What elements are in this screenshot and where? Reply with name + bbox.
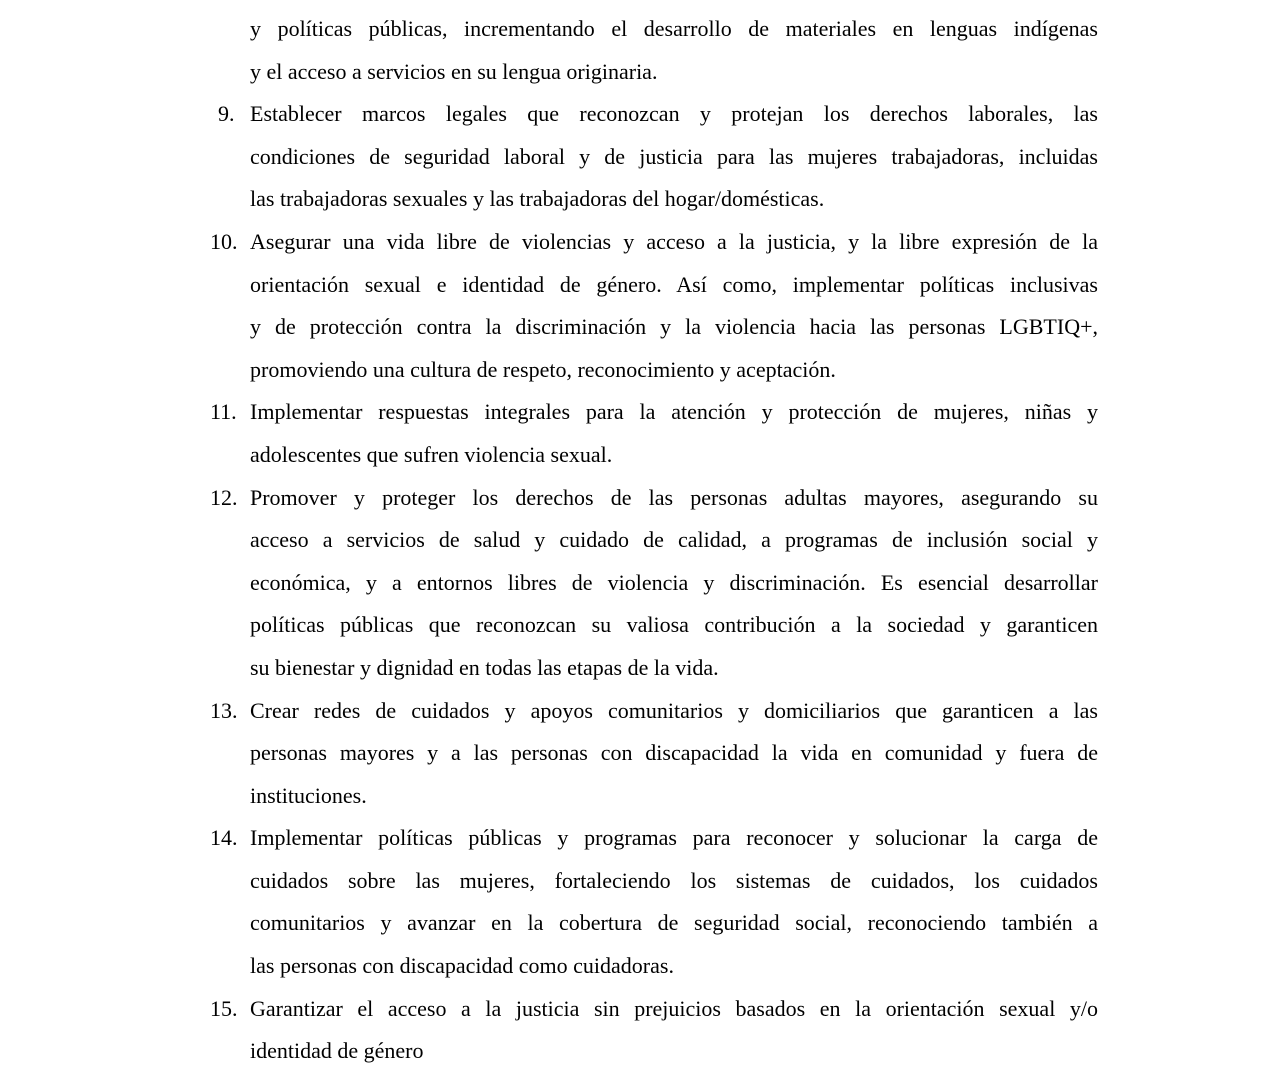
text-line <box>210 817 1098 860</box>
text-line-content: Establecer marcos legales que reconozcan y protejan los derechos laborales, las <box>250 101 1098 127</box>
list-item-9 <box>218 93 1098 221</box>
text-line <box>250 647 1098 690</box>
text-line <box>250 732 1098 775</box>
text-line <box>250 136 1098 179</box>
text-line <box>250 562 1098 605</box>
text-line <box>250 178 1098 221</box>
list-number-13: 13. <box>210 697 238 723</box>
list-number-15: 15. <box>210 995 238 1021</box>
text-line-content: adolescentes que sufren violencia sexual. <box>250 441 613 467</box>
text-line-content: condiciones de seguridad laboral y de justicia para las mujeres trabajadoras, incluidas <box>250 143 1098 169</box>
list-number-10: 10. <box>210 228 238 254</box>
list-item-13 <box>210 690 1098 818</box>
text-line-content: y de protección contra la discriminación y la violencia hacia las personas LGBTIQ+, <box>250 314 1098 340</box>
text-line <box>250 306 1098 349</box>
text-line <box>250 349 1098 392</box>
text-line <box>250 945 1098 988</box>
text-line-content: Implementar políticas públicas y programas para reconocer y solucionar la carga de <box>250 825 1098 851</box>
list-item-14 <box>210 817 1098 987</box>
text-line-content: personas mayores y a las personas con discapacidad la vida en comunidad y fuera de <box>250 740 1098 766</box>
text-line-content: y políticas públicas, incrementando el desarrollo de materiales en lenguas indígenas <box>250 16 1098 41</box>
text-line-content: las trabajadoras sexuales y las trabajadoras del hogar/domésticas. <box>250 186 825 212</box>
text-line <box>250 434 1098 477</box>
text-line <box>250 604 1098 647</box>
text-line <box>250 51 1098 94</box>
text-line-content: políticas públicas que reconozcan su valiosa contribución a la sociedad y garanticen <box>250 612 1098 638</box>
text-line-content: Promover y proteger los derechos de las personas adultas mayores, asegurando su <box>250 484 1098 510</box>
text-line <box>218 93 1098 136</box>
text-line <box>250 264 1098 307</box>
list-item-15 <box>210 988 1098 1073</box>
text-line-content: y el acceso a servicios en su lengua originaria. <box>250 58 658 84</box>
text-line <box>210 391 1098 434</box>
list-item-11 <box>210 391 1098 476</box>
text-line <box>250 775 1098 818</box>
list-number-11: 11. <box>210 399 237 425</box>
text-line <box>250 860 1098 903</box>
text-line-content: acceso a servicios de salud y cuidado de calidad, a programas de inclusión social y <box>250 527 1098 553</box>
list-number-14: 14. <box>210 825 238 851</box>
text-line-content: Asegurar una vida libre de violencias y acceso a la justicia, y la libre expresión de la <box>250 228 1098 254</box>
text-block <box>210 8 1098 1073</box>
text-line-content: comunitarios y avanzar en la cobertura de seguridad social, reconociendo también a <box>250 910 1098 936</box>
text-line <box>210 477 1098 520</box>
paragraph-continuation <box>250 8 1098 93</box>
text-line-content: promoviendo una cultura de respeto, reconocimiento y aceptación. <box>250 356 836 382</box>
text-line-content: Garantizar el acceso a la justicia sin prejuicios basados en la orientación sexual y/o <box>250 995 1098 1021</box>
text-line-content: Crear redes de cuidados y apoyos comunitarios y domiciliarios que garanticen a las <box>250 697 1098 723</box>
text-line-content: cuidados sobre las mujeres, fortaleciendo los sistemas de cuidados, los cuidados <box>250 867 1098 893</box>
list-number-9: 9. <box>218 101 235 127</box>
text-line-clipped <box>250 1030 1098 1073</box>
text-line <box>250 8 1098 51</box>
text-line-content: orientación sexual e identidad de género. Así como, implementar políticas inclusivas <box>250 271 1098 297</box>
text-line <box>210 221 1098 264</box>
text-line <box>250 519 1098 562</box>
text-line-content: Implementar respuestas integrales para la atención y protección de mujeres, niñas y <box>250 399 1098 425</box>
text-line <box>210 988 1098 1031</box>
text-line-content: las personas con discapacidad como cuidadoras. <box>250 953 674 979</box>
text-line <box>210 690 1098 733</box>
list-item-12 <box>210 477 1098 690</box>
text-line-content: identidad de género <box>250 1038 424 1064</box>
text-line-content: económica, y a entornos libres de violencia y discriminación. Es esencial desarrollar <box>250 569 1098 595</box>
list-number-12: 12. <box>210 484 238 510</box>
list-item-10 <box>210 221 1098 391</box>
text-line <box>250 902 1098 945</box>
text-line-content: instituciones. <box>250 782 367 808</box>
text-line-content: su bienestar y dignidad en todas las etapas de la vida. <box>250 654 719 680</box>
